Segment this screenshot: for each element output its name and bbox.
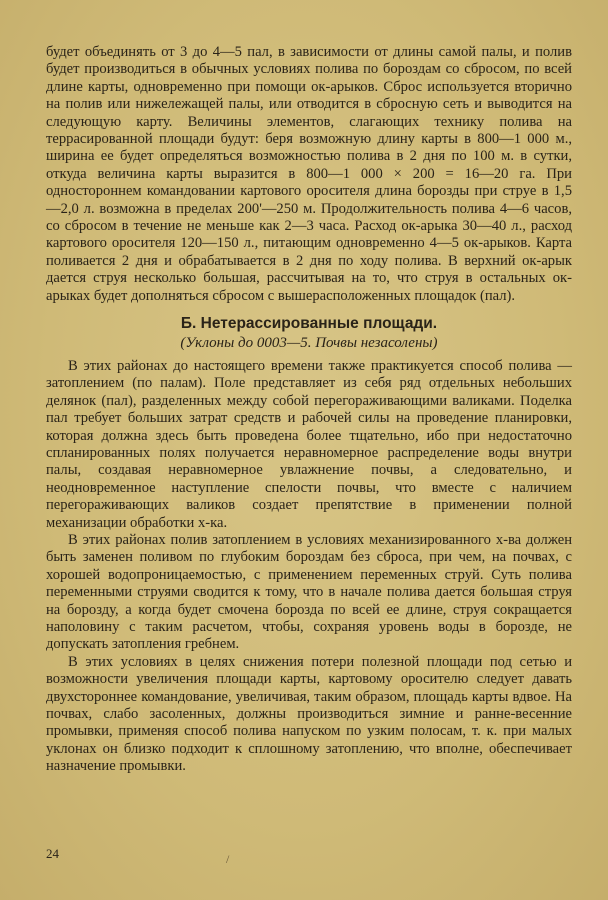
- paragraph-1: В этих районах до настоящего времени также практикуется способ полива — затоплением (по палам). Поле представляет из себя ряд отдельных небольших делянок (пал), разделенных между собой перегораживающими валиками. Поделка пал требует больших затрат средств и рабочей силы на проведение планировки, которая должна здесь быть проведена более тщательно, ибо при недостаточно спланированных полях получается неравномерное распределение воды внутри палы, создавая неравномерное увлажнение почвы, а следовательно, и неодновременное наступление спелости почвы, что вместе с наличием перегораживающих валиков создает препятствие в применении полной механизации обработки х-ка.: [46, 357, 572, 531]
- stray-mark: /: [226, 852, 230, 866]
- page-text: [46, 44, 572, 776]
- page-number: 24: [46, 846, 59, 861]
- paragraph-continued: будет объединять от 3 до 4—5 пал, в зависимости от длины самой палы, и полив будет производиться в обычных условиях полива по бороздам со сбросом, по всей длине карты, одновременно при помощи ок-арыков. Сброс используется вторично на полив или нижележащей палы, или отводится в сбросную сеть и выводится на следующую карту. Величины элементов, слагающих технику полива на террасированной площади будут: беря возможную длину карты в 800—1 000 м., ширина ее будет определяться возможностью полива в 2 дня по 100 м. в сутки, откуда величина карты выразится в 800—1 000 × 200 = 16—20 га. При одностороннем командовании картового оросителя длина борозды при струе в 1,5—2,0 л. возможна в пределах 200'—250 м. Продолжительность полива 4—6 часов, со сбросом в течение не меньше как 2—3 часа. Расход ок-арыка 30—40 л., расход картового оросителя 120—150 л., питающим одновременно 4—5 ок-арыков. Карта поливается 2 дня и обрабатывается в 2 дня по ходу полива. В верхний ок-арык дается струя несколько большая, рассчитывая на то, что струя в остальных ок-арыках будет дополняться сбросом с вышерасположенных площадок (пал).: [46, 44, 572, 304]
- paragraph-2: В этих районах полив затоплением в условиях механизированного х-ва должен быть заменен поливом по глубоким бороздам без сброса, при чем, на почвах, с хорошей водопроницаемостью, с применением переменных струй. Суть полива переменными струями сводится к тому, что в начале полива дается большая струя на борозду, а когда будет смочена борозда по всей ее длине, струя сокращается наполовину с таким расчетом, чтобы, сохраняя уровень воды в борозде, не допускать затопления гребнем.: [46, 531, 572, 653]
- section-heading: Б. Нетерассированные площади.: [180, 315, 438, 333]
- paragraph-3: В этих условиях в целях снижения потери полезной площади под сетью и возможности увеличения площади карты, картовому оросителю следует давать двухстороннее командование, увеличивая, таким образом, площадь карты вдвое. На почвах, слабо засоленных, должны производиться зимние и ранне-весенние промывки, применяя способ полива напуском по узким полосам, т. к. при малых уклонах он близко подходит к сплошному затоплению, что вполне, обеспечивает назначение промывки.: [46, 653, 572, 775]
- section-subheading: (Уклоны до 0003—5. Почвы незасолены): [180, 334, 438, 351]
